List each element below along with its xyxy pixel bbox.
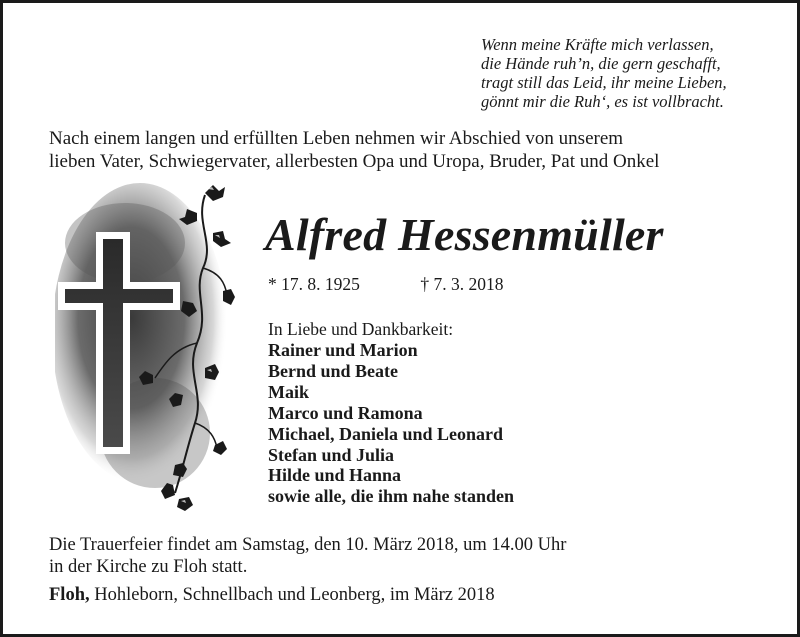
poem-line: gönnt mir die Ruh‘, es ist vollbracht. bbox=[481, 92, 724, 111]
cross-with-ivy-icon bbox=[55, 183, 245, 513]
memorial-poem bbox=[481, 35, 781, 111]
mourner-entry: Rainer und Marion bbox=[268, 340, 418, 360]
mourner-entry: Stefan und Julia bbox=[268, 444, 395, 465]
place-town: Floh, bbox=[49, 585, 90, 605]
life-dates bbox=[268, 273, 504, 295]
deceased-name: Alfred Hessenmüller bbox=[265, 209, 664, 260]
place-rest: Hohleborn, Schnellbach und Leonberg, im März 2018 bbox=[89, 585, 495, 605]
thanks-heading: In Liebe und Dankbarkeit: bbox=[268, 319, 454, 339]
intro-line: Nach einem langen und erfüllten Leben nehmen wir Abschied von unserem bbox=[49, 128, 624, 149]
place-and-date bbox=[49, 584, 495, 606]
intro-line: lieben Vater, Schwiegervater, allerbesten Opa und Uropa, Bruder, Pat und Onkel bbox=[49, 151, 660, 172]
mourner-entry: Maik bbox=[268, 381, 310, 402]
mourner-entry: sowie alle, die ihm nahe standen bbox=[268, 486, 515, 507]
mourners-list bbox=[268, 340, 514, 507]
funeral-line: Die Trauerfeier findet am Samstag, den 10. März 2018, um 14.00 Uhr bbox=[49, 535, 567, 555]
funeral-line: in der Kirche zu Floh statt. bbox=[49, 557, 248, 577]
mourner-entry: Bernd und Beate bbox=[268, 360, 399, 381]
funeral-info bbox=[49, 534, 749, 578]
mourner-entry: Marco und Ramona bbox=[268, 402, 423, 423]
mourner-entry: Hilde und Hanna bbox=[268, 465, 402, 486]
birth-date: * 17. 8. 1925 bbox=[268, 274, 360, 294]
death-date: † 7. 3. 2018 bbox=[420, 274, 504, 294]
poem-line: tragt still das Leid, ihr meine Lieben, bbox=[481, 73, 727, 92]
poem-line: die Hände ruh’n, die gern geschafft, bbox=[481, 54, 721, 73]
mourner-entry: Michael, Daniela und Leonard bbox=[268, 423, 504, 444]
poem-line: Wenn meine Kräfte mich verlassen, bbox=[481, 35, 714, 54]
intro-text bbox=[49, 127, 769, 173]
